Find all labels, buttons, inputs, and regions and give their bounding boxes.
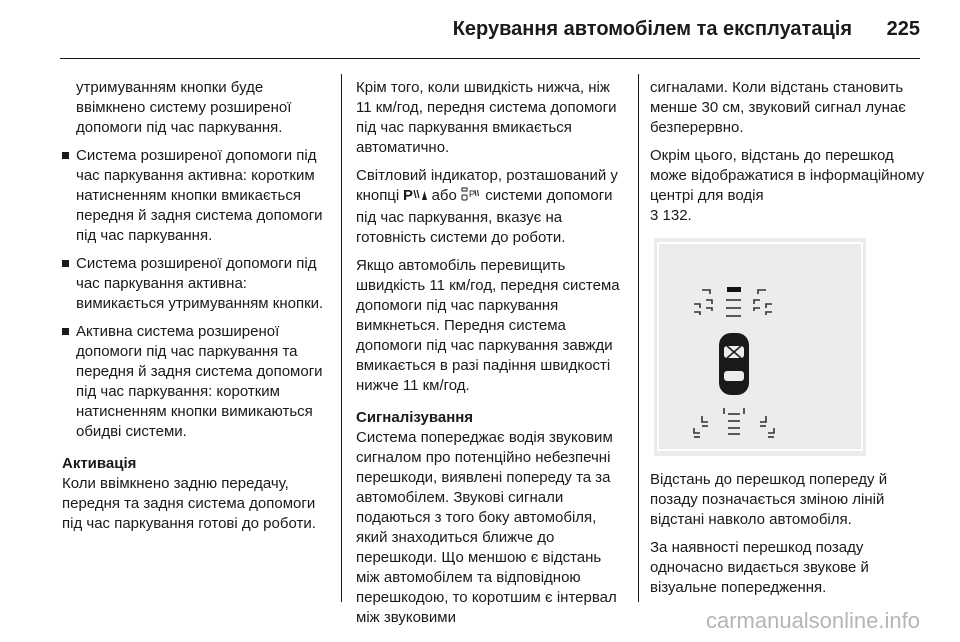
- signals-section: [356, 408, 628, 628]
- column-divider-1: [341, 74, 342, 602]
- bullet-text: Система розширеної допомоги під час паркування активна: вимикається утримуванням кнопки.: [76, 255, 324, 312]
- signals-heading: Сигналізування: [356, 409, 474, 426]
- car-icon: [719, 333, 749, 395]
- continued-text: утримуванням кнопки буде ввімкнено систему розширеної допомоги під час паркування.: [76, 79, 292, 136]
- activation-section: [62, 454, 327, 534]
- header-divider: [60, 58, 920, 59]
- paragraph: [650, 146, 930, 226]
- activation-text: Коли ввімкнено задню передачу, передня та задня система допомоги під час паркування готові до роботи.: [62, 475, 316, 532]
- page-number: 225: [886, 18, 920, 40]
- signals-text: Система попереджає водія звуковим сигналом про потенційно небезпечні перешкоди, виявлені попереду та за автомобілем. Звукові сигнали подаються з того боку автомобіля, який знаходиться ближче до перешкоди. Що меншою є відстань між автомобілем та відповідною перешкодою, то коротшим є інтервал між звуковими: [356, 429, 617, 626]
- bullet-item: [62, 146, 327, 246]
- svg-text:P: P: [403, 187, 414, 202]
- page-header-title: Керування автомобілем та експлуатація: [452, 18, 852, 40]
- activation-heading: Активація: [62, 455, 137, 472]
- parking-sensor-p-icon: [403, 186, 427, 208]
- watermark: carmanualsonline.info: [705, 608, 920, 633]
- bullet-square-icon: [62, 328, 69, 335]
- rear-distance-lines: [694, 408, 774, 437]
- paragraph: За наявності перешкод позаду одночасно видається звукове й візуальне попередження.: [650, 539, 869, 596]
- text-span: системи допомоги під час паркування, вказує на готовність системи до роботи.: [356, 187, 613, 246]
- front-distance-lines: [694, 290, 772, 316]
- figure-caption: Відстань до перешкод попереду й позаду позначається зміною ліній відстані навколо автомобіля.: [650, 471, 888, 528]
- indicator-paragraph: [356, 166, 628, 248]
- paragraph: сигналами. Коли відстань становить менше 30 см, звуковий сигнал лунає безперервно.: [650, 79, 906, 136]
- paragraph: Крім того, коли швидкість нижча, ніж 11 км/год, передня система допомоги під час паркування вмикається автоматично.: [356, 79, 617, 156]
- parking-distance-figure: [654, 238, 866, 456]
- bullet-square-icon: [62, 152, 69, 159]
- bullet-text: Активна система розширеної допомоги під час паркування та передня й задня система допомоги під час паркування: коротким натисненням кнопки вимикаються обидві системи.: [76, 323, 323, 440]
- front-obstacle-bar: [727, 287, 741, 292]
- column-divider-2: [638, 74, 639, 602]
- column-2: [356, 78, 628, 636]
- text-span: Окрім цього, відстань до перешкод може відображатися в інформаційному центрі для водія: [650, 147, 925, 204]
- paragraph: Якщо автомобіль перевищить швидкість 11 км/год, передня система допомоги під час паркування вимкнеться. Передня система допомоги під час паркування завжди вмикається в разі падіння швидкості нижче 11 км/год.: [356, 257, 620, 394]
- column-1: [62, 78, 327, 542]
- page-reference: 3 132.: [650, 207, 692, 224]
- bullet-item: [62, 322, 327, 442]
- column-3: [650, 78, 930, 606]
- text-span: або: [427, 187, 462, 204]
- parking-sensor-car-icon: [461, 186, 481, 208]
- bullet-square-icon: [62, 260, 69, 267]
- text-span: Світловий індикатор, розташований у кнопці: [356, 167, 618, 204]
- bullet-item: [62, 254, 327, 314]
- parking-distance-diagram: [654, 238, 866, 456]
- bullet-text: Система розширеної допомоги під час паркування активна: коротким натисненням кнопки вмикається передня й задня система допомоги під час паркування.: [76, 147, 323, 244]
- svg-text:P: P: [469, 189, 476, 199]
